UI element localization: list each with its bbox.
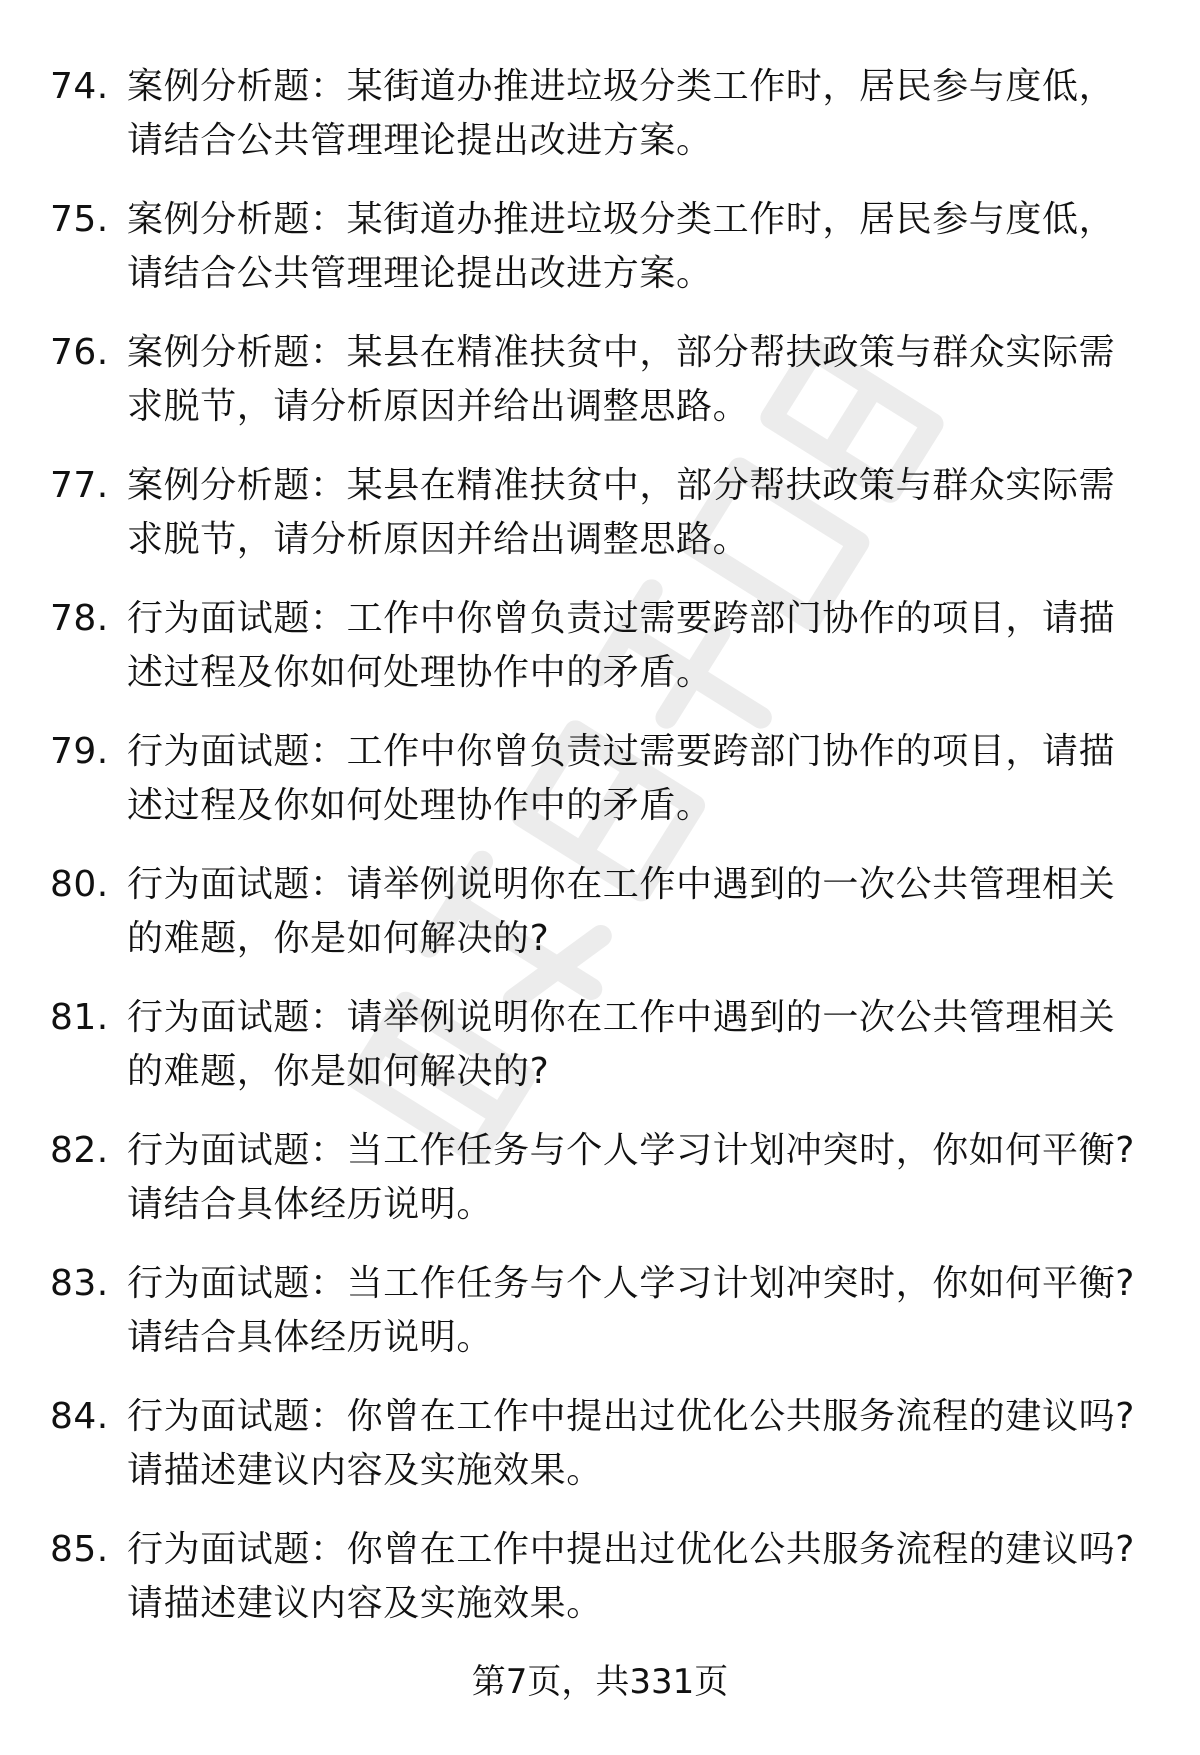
question-item: [0, 1390, 1200, 1523]
question-text: 行为面试题：当工作任务与个人学习计划冲突时，你如何平衡?请结合具体经历说明。: [127, 1130, 1135, 1225]
question-list: [0, 60, 1200, 1656]
question-item: [0, 326, 1200, 459]
question-item: [0, 1257, 1200, 1390]
question-number: 79.: [50, 731, 109, 772]
question-number: 75.: [50, 199, 109, 240]
question-item: [0, 60, 1200, 193]
question-number: 74.: [50, 66, 109, 107]
question-number: 84.: [50, 1396, 109, 1437]
question-item: [0, 991, 1200, 1124]
question-item: [0, 858, 1200, 991]
question-text: 行为面试题：你曾在工作中提出过优化公共服务流程的建议吗?请描述建议内容及实施效果。: [127, 1396, 1135, 1491]
question-text: 案例分析题：某街道办推进垃圾分类工作时，居民参与度低，请结合公共管理理论提出改进方案。: [127, 199, 1116, 294]
question-text: 案例分析题：某县在精准扶贫中，部分帮扶政策与群众实际需求脱节，请分析原因并给出调整思路。: [127, 465, 1116, 560]
page-footer: 第7页，共331页: [471, 1662, 729, 1702]
question-item: [0, 1124, 1200, 1257]
question-number: 78.: [50, 598, 109, 639]
question-number: 85.: [50, 1529, 109, 1570]
question-item: [0, 1523, 1200, 1656]
question-text: 行为面试题：你曾在工作中提出过优化公共服务流程的建议吗?请描述建议内容及实施效果。: [127, 1529, 1135, 1624]
question-number: 83.: [50, 1263, 109, 1304]
question-number: 77.: [50, 465, 109, 506]
question-text: 行为面试题：请举例说明你在工作中遇到的一次公共管理相关的难题，你是如何解决的?: [127, 864, 1116, 959]
question-item: [0, 592, 1200, 725]
question-item: [0, 193, 1200, 326]
question-text: 行为面试题：工作中你曾负责过需要跨部门协作的项目，请描述过程及你如何处理协作中的矛盾。: [127, 731, 1116, 826]
question-text: 案例分析题：某街道办推进垃圾分类工作时，居民参与度低，请结合公共管理理论提出改进方案。: [127, 66, 1116, 161]
question-item: [0, 459, 1200, 592]
question-text: 行为面试题：请举例说明你在工作中遇到的一次公共管理相关的难题，你是如何解决的?: [127, 997, 1116, 1092]
question-text: 行为面试题：当工作任务与个人学习计划冲突时，你如何平衡?请结合具体经历说明。: [127, 1263, 1135, 1358]
question-number: 81.: [50, 997, 109, 1038]
question-text: 案例分析题：某县在精准扶贫中，部分帮扶政策与群众实际需求脱节，请分析原因并给出调整思路。: [127, 332, 1116, 427]
question-number: 76.: [50, 332, 109, 373]
question-number: 82.: [50, 1130, 109, 1171]
question-text: 行为面试题：工作中你曾负责过需要跨部门协作的项目，请描述过程及你如何处理协作中的矛盾。: [127, 598, 1116, 693]
question-number: 80.: [50, 864, 109, 905]
question-item: [0, 725, 1200, 858]
